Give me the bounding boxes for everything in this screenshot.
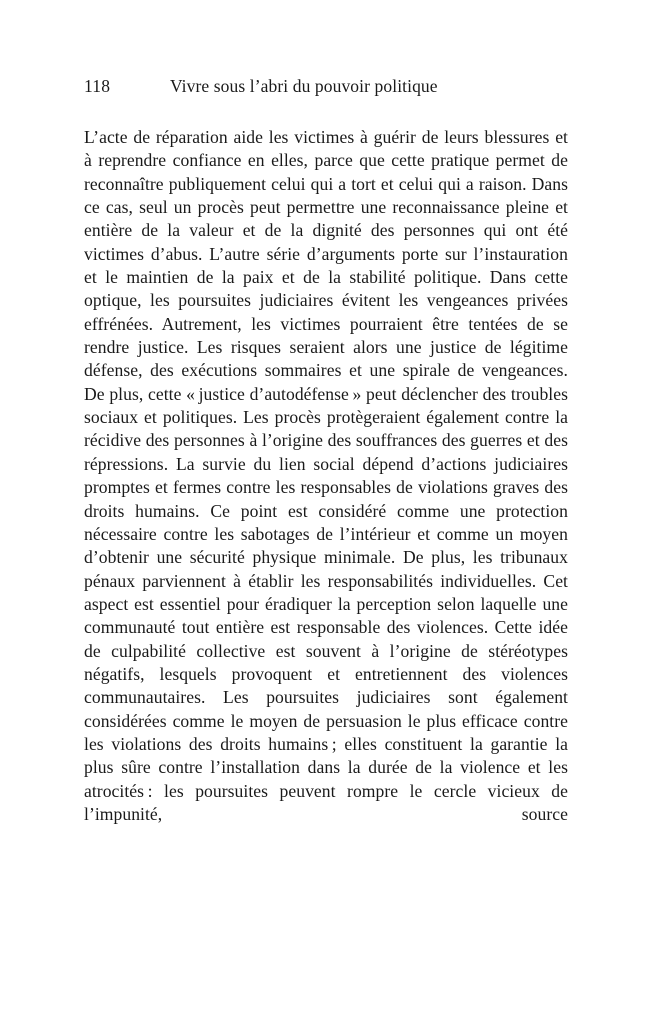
- body-paragraph: L’acte de réparation aide les victimes à guérir de leurs blessures et à reprendre confiance en elles, parce que cette pratique permet de reconnaître publiquement celui qui a tort et celui qui a raison. Dans ce cas, seul un procès peut permettre une reconnaissance pleine et entière de la valeur et de la dignité des personnes qui ont été victimes d’abus. L’autre série d’arguments porte sur l’instauration et le maintien de la paix et de la stabilité politique. Dans cette optique, les poursuites judiciaires évitent les vengeances privées effrénées. Autrement, les victimes pourraient être tentées de se rendre justice. Les risques seraient alors une justice de légitime défense, des exécutions sommaires et une spirale de vengeances. De plus, cette « justice d’autodéfense » peut déclencher des troubles sociaux et politiques. Les procès protègeraient également contre la récidive des personnes à l’origine des souffrances des guerres et des répressions. La survie du lien social dépend d’actions judiciaires promptes et fermes contre les responsables de violations graves des droits humains. Ce point est considéré comme une protection nécessaire contre les sabotages de l’intérieur et comme un moyen d’obtenir une sécurité physique minimale. De plus, les tribunaux pénaux parviennent à établir les responsabilités individuelles. Cet aspect est essentiel pour éradiquer la perception selon laquelle une communauté tout entière est responsable des violences. Cette idée de culpabilité collective est souvent à l’origine de stéréotypes négatifs, lesquels provoquent et entretiennent des violences communautaires. Les poursuites judiciaires sont également considérées comme le moyen de persuasion le plus efficace contre les violations des droits humains ; elles constituent la garantie la plus sûre contre l’installation dans la durée de la violence et les atrocités : les poursuites peuvent rompre le cercle vicieux de l’impunité, source: [84, 127, 568, 824]
- running-title: Vivre sous l’abri du pouvoir politique: [170, 76, 438, 96]
- body-text-block: [84, 126, 568, 850]
- running-header: [84, 73, 567, 99]
- page-number: 118: [84, 76, 111, 96]
